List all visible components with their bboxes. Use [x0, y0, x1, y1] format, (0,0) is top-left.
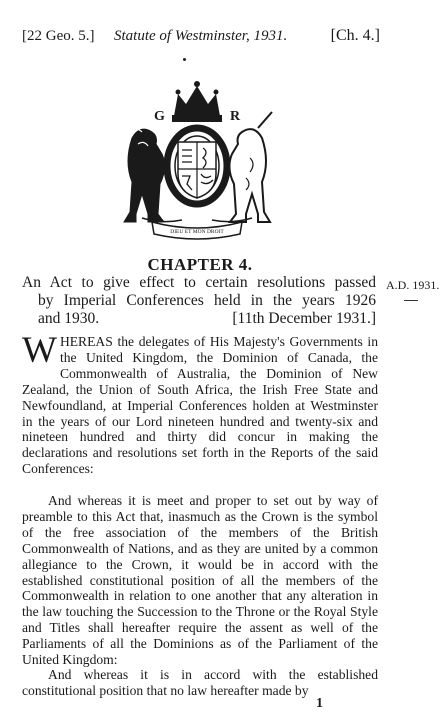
assent-date: [11th December 1931.]: [232, 310, 376, 327]
preamble-paragraph: [22, 330, 378, 477]
chapter-heading: CHAPTER 4.: [147, 255, 253, 274]
margin-rule: [404, 300, 418, 301]
royal-coat-of-arms-icon: [112, 78, 282, 248]
long-title-line: by Imperial Conferences held in the years 1926: [38, 292, 376, 309]
statute-title: Statute of Westminster, 1931.: [114, 28, 288, 44]
page-number: 1: [316, 696, 323, 711]
crest-initial-g: G: [154, 109, 165, 124]
margin-note: A.D. 1931.: [386, 278, 440, 292]
crest-initial-r: R: [230, 109, 241, 124]
long-title-line: and 1930.: [38, 310, 100, 327]
ornament-dot: [183, 58, 186, 61]
crest-motto: DIEU ET MON DROIT: [170, 229, 224, 235]
running-header: [22, 26, 380, 46]
chapter-reference: [Ch. 4.]: [330, 27, 380, 44]
preamble-paragraph: And whereas it is in accord with the established constitutional position that no law hereafter made by: [22, 667, 378, 698]
long-title-line: An Act to give effect to certain resolutions passed: [22, 274, 376, 291]
preamble-paragraph: And whereas it is meet and proper to set out by way of preamble to this Act that, inasmuch as the Crown is the symbol of the free association of the members of the British Commonwealth of Nations, and as they are united by a common allegiance to the Crown, it would be in accord with the established constitutional position of all the members of the Commonwealth in relation to one another that any alteration in the law touching the Succession to the Throne or the Royal Style and Titles shall hereafter require the assent as well of the Parliaments of all the Dominions as of the Parliament of the United Kingdom:: [22, 493, 378, 668]
drop-cap: W: [22, 330, 57, 371]
paragraph-text: HEREAS the delegates of His Majesty's Governments in the United Kingdom, the Dominion of Canada, the Commonwealth of Australia, the Dominion of New Zealand, the Union of South Africa, the Irish Free State and Newfoundland, at Imperial Conferences holden at Westminster in the years of our Lord nineteen hundred and twenty-six and nineteen hundred and thirty did concur in making the declarations and resolutions set forth in the Reports of the said Conferences:: [22, 334, 378, 477]
regnal-year: [22 Geo. 5.]: [22, 28, 95, 44]
